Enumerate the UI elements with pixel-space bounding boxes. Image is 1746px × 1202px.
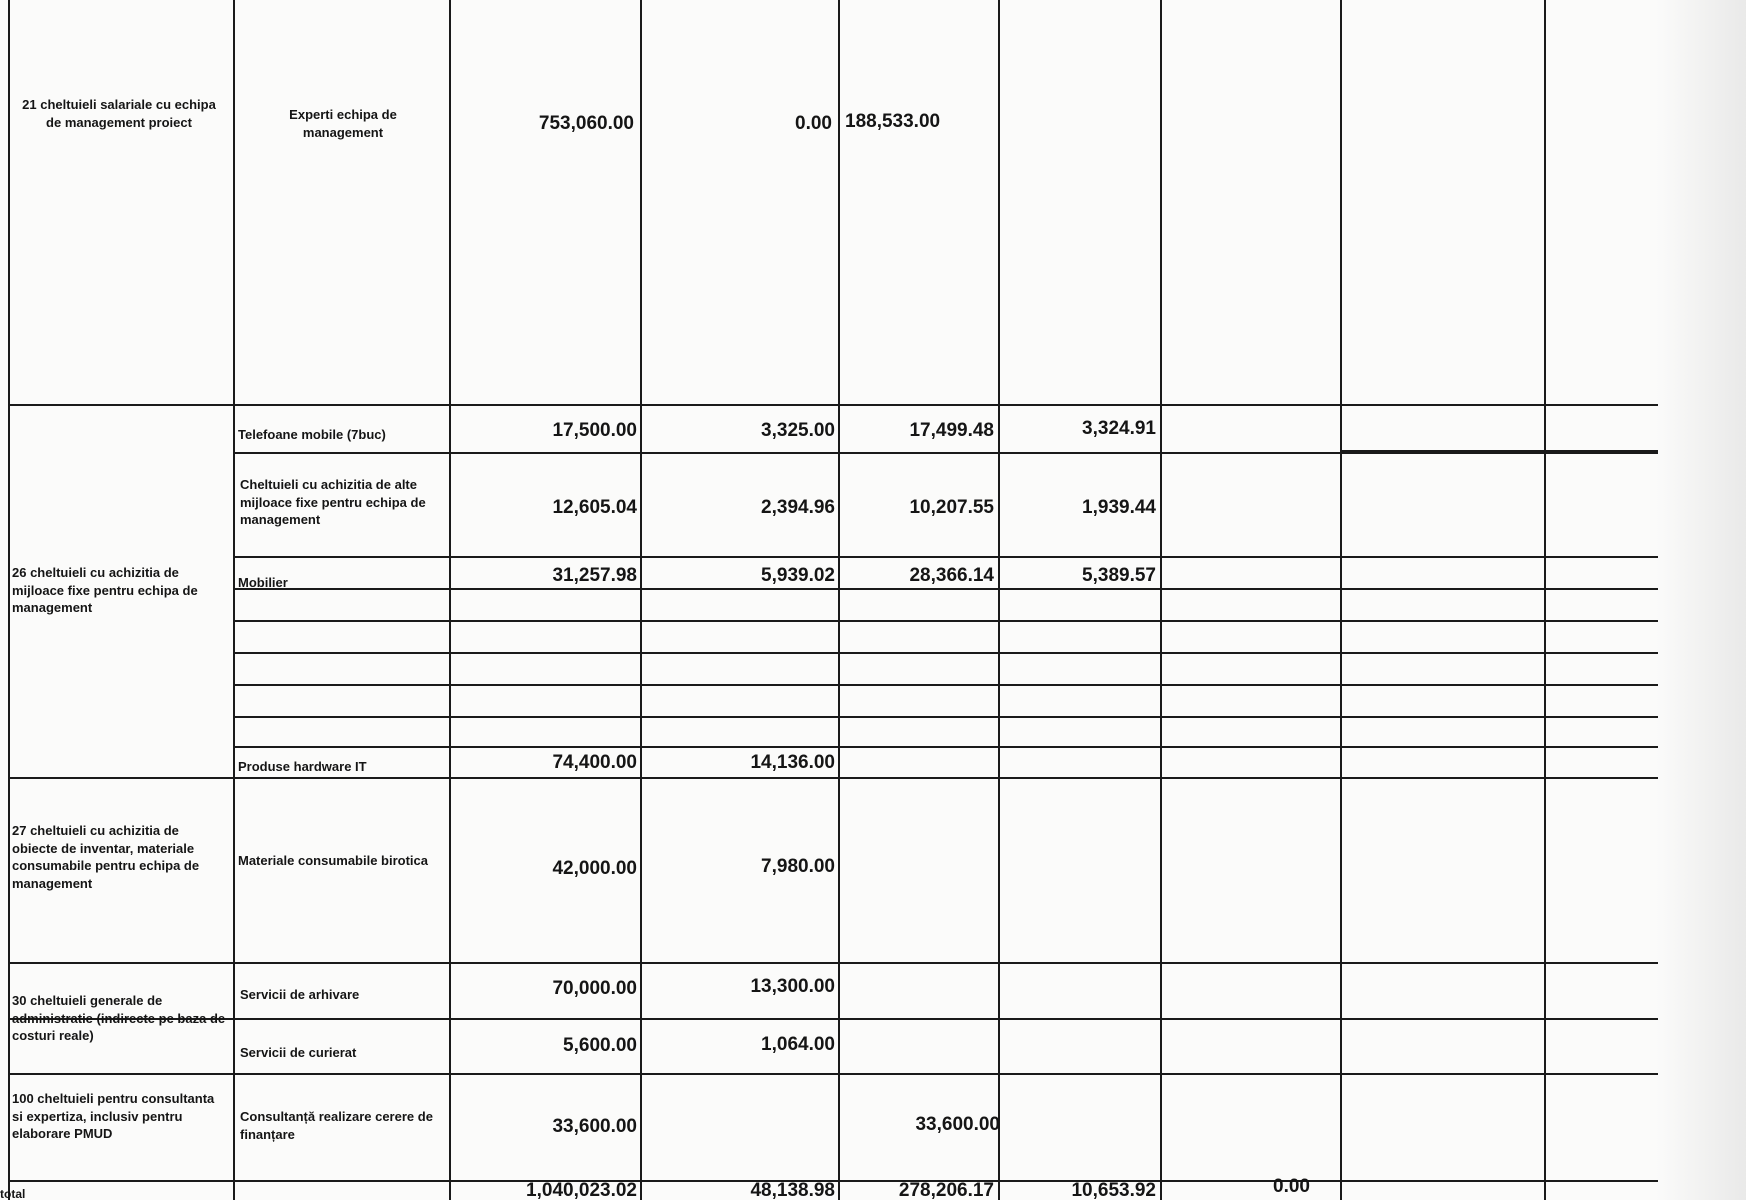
- row-line: [233, 652, 1658, 654]
- item-hardware: Produse hardware IT: [238, 759, 367, 774]
- row-line: [233, 620, 1658, 622]
- cell-value: 33,600.00: [915, 1114, 1000, 1135]
- item-curierat: Servicii de curierat: [240, 1045, 357, 1060]
- row-line: [8, 777, 1658, 779]
- item-materiale: Materiale consumabile birotica: [238, 853, 429, 868]
- total-value: 48,138.98: [750, 1180, 835, 1201]
- row-line: [233, 452, 1658, 454]
- cell-value: 74,400.00: [552, 752, 637, 773]
- row-line: [233, 588, 1658, 590]
- column-line: [233, 0, 235, 1200]
- total-value: 278,206.17: [898, 1180, 994, 1201]
- column-line: [1340, 0, 1342, 1200]
- category-30: 30 cheltuieli generale de administratie (indirecte pe baza de costuri reale): [12, 993, 226, 1044]
- cell-value: 753,060.00: [538, 113, 634, 134]
- total-label: total: [0, 1187, 26, 1201]
- item-alte-mijloace: Cheltuieli cu achizitia de alte mijloace fixe pentru echipa de management: [240, 477, 426, 528]
- cell-value: 42,000.00: [552, 858, 637, 879]
- cell-value: 12,605.04: [552, 497, 637, 518]
- item-telefoane: Telefoane mobile (7buc): [238, 427, 386, 442]
- cell-value: 3,325.00: [761, 420, 835, 441]
- cell-value: 7,980.00: [761, 856, 835, 877]
- cell-value: 28,366.14: [909, 565, 994, 586]
- row-line: [8, 404, 1658, 406]
- category-100: 100 cheltuieli pentru consultanta si expertiza, inclusiv pentru elaborare PMUD: [12, 1091, 215, 1142]
- item-consultanta: Consultanță realizare cerere de finanțare: [240, 1109, 433, 1142]
- cell-value: 70,000.00: [552, 978, 637, 999]
- cell-value: 13,300.00: [750, 976, 835, 997]
- cell-value: 14,136.00: [750, 752, 835, 773]
- total-value: 0.00: [1273, 1176, 1310, 1197]
- item-arhivare: Servicii de arhivare: [240, 987, 360, 1002]
- item-experti: Experti echipa de management: [289, 107, 397, 140]
- cell-value: 2,394.96: [761, 497, 835, 518]
- column-line: [640, 0, 642, 1200]
- category-27: 27 cheltuieli cu achizitia de obiecte de inventar, materiale consumabile pentru echipa de management: [12, 823, 200, 891]
- cell-value: 17,500.00: [552, 420, 637, 441]
- row-line: [8, 1073, 1658, 1075]
- column-line: [838, 0, 840, 1200]
- cell-value: 33,600.00: [552, 1116, 637, 1137]
- column-line: [998, 0, 1000, 1200]
- total-value: 1,040,023.02: [526, 1180, 637, 1201]
- row-line: [233, 684, 1658, 686]
- row-line: [1340, 450, 1658, 452]
- cell-value: 188,533.00: [845, 111, 941, 132]
- cell-value: 0.00: [795, 113, 832, 134]
- cell-value: 31,257.98: [552, 565, 637, 586]
- total-value: 10,653.92: [1071, 1180, 1156, 1201]
- column-line: [1160, 0, 1162, 1200]
- item-mobilier: Mobilier: [238, 575, 288, 590]
- category-26: 26 cheltuieli cu achizitia de mijloace fixe pentru echipa de management: [12, 565, 198, 616]
- cell-value: 5,939.02: [761, 565, 835, 586]
- row-line: [233, 556, 1658, 558]
- row-line: [8, 1018, 1658, 1020]
- cell-value: 10,207.55: [909, 497, 994, 518]
- row-line: [233, 716, 1658, 718]
- column-line: [449, 0, 451, 1200]
- cell-value: 5,600.00: [563, 1035, 637, 1056]
- cell-value: 1,064.00: [761, 1034, 835, 1055]
- cell-value: 5,389.57: [1082, 565, 1156, 586]
- row-line: [233, 746, 1658, 748]
- cell-value: 17,499.48: [909, 420, 994, 441]
- category-21: 21 cheltuieli salariale cu echipa de management proiect: [22, 97, 216, 130]
- page-edge-shadow: [1656, 0, 1746, 1200]
- cell-value: 3,324.91: [1082, 418, 1156, 439]
- cell-value: 1,939.44: [1082, 497, 1156, 518]
- row-line: [8, 962, 1658, 964]
- column-line: [8, 0, 10, 1200]
- column-line: [1544, 0, 1546, 1200]
